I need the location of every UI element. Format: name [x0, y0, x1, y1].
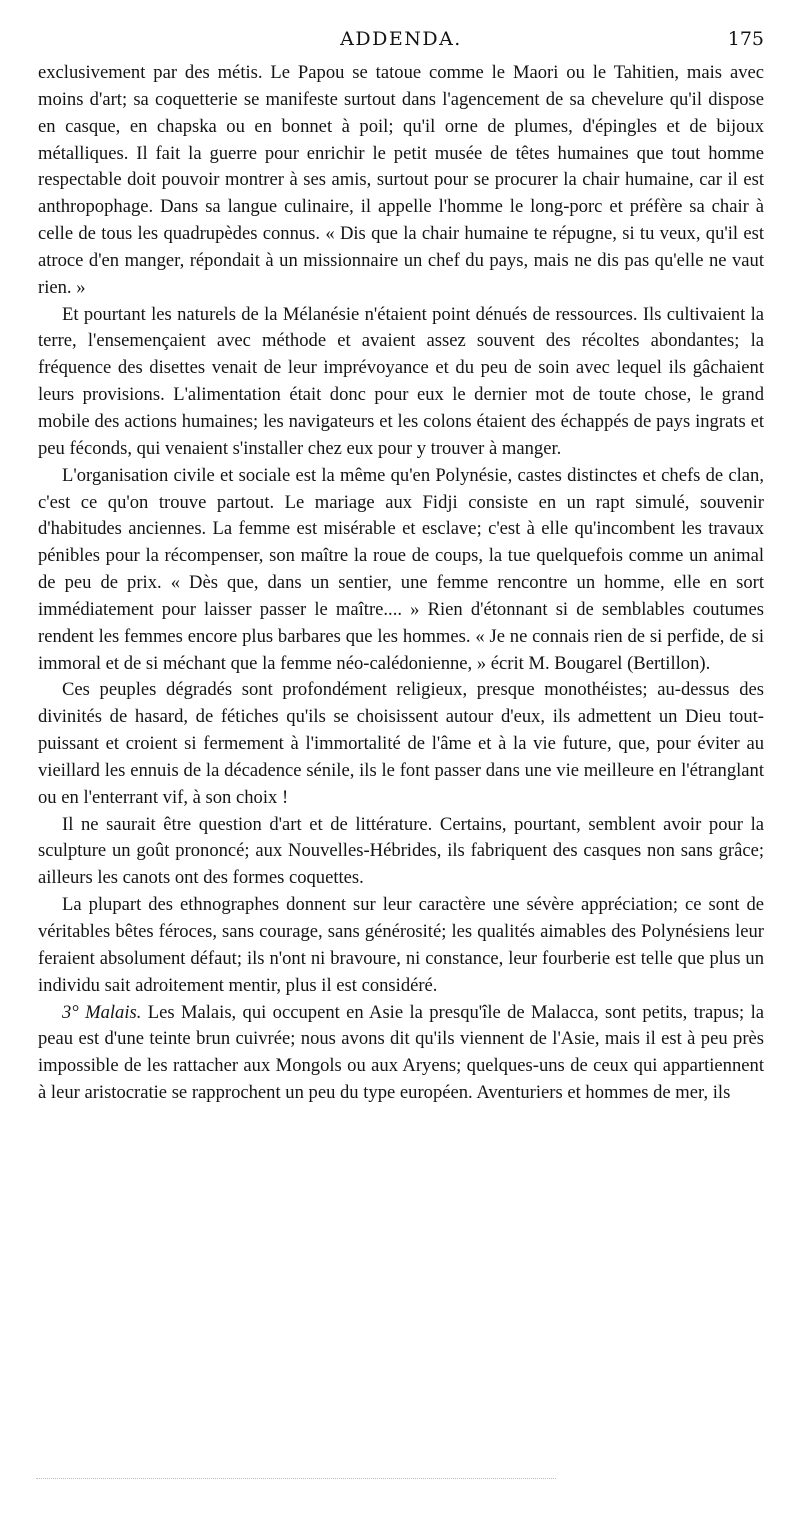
footer-divider [36, 1478, 556, 1479]
paragraph-3: L'organisation civile et sociale est la même qu'en Polynésie, castes distinctes et chefs de clan, c'est ce qu'on trouve partout. Le mariage aux Fidji consiste en un rapt simulé, souvenir d'habitudes anciennes. La femme est misérable et esclave; c'est à elle qu'incombent les travaux pénibles pour la récompenser, son maître la roue de coups, la tue quelquefois comme un animal de peu de prix. « Dès que, dans un sentier, une femme rencontre un homme, elle en sort immédiatement pour laisser passer le maître.... » Rien d'étonnant si de semblables coutumes rendent les femmes encore plus barbares que les hommes. « Je ne connais rien de si perfide, de si immoral et de si méchant que la femme néo-calédonienne, » écrit M. Bougarel (Bertillon). [38, 464, 764, 674]
paragraph-4: Ces peuples dégradés sont profondément religieux, presque monothéistes; au-dessus des divinités de hasard, de fétiches qu'ils se choisissent autour d'eux, ils admettent un Dieu tout-puissant et croient si fermement à l'immortalité de l'âme et à la vie future, que, pour éviter au vieillard les ennuis de la décadence sénile, ils le font passer dans une vie meilleure en l'étranglant ou en l'enterrant vif, à son choix ! [38, 679, 764, 808]
page-header [38, 28, 764, 52]
paragraph-1: exclusivement par des métis. Le Papou se tatoue comme le Maori ou le Tahitien, mais avec moins d'art; sa coquetterie se manifeste surtout dans l'agencement de sa chevelure qu'il dispose en casque, en chapska ou en bonnet à poil; qu'il orne de plumes, d'épingles et de bijoux métalliques. Il fait la guerre pour enrichir le petit musée de têtes humaines que tout homme respectable doit pouvoir montrer à ses amis, surtout pour se procurer la chair humaine, car il est anthropophage. Dans sa langue culinaire, il appelle l'homme le long-porc et préfère sa chair à celle de tous les quadrupèdes connus. « Dis que la chair humaine te répugne, si tu veux, qu'il est atroce d'en manger, répondait à un missionnaire un chef du pays, mais ne dis pas qu'elle ne vaut rien. » [38, 62, 764, 298]
section-label: 3° Malais. [62, 1001, 142, 1023]
page-number: 175 [727, 28, 764, 50]
paragraph-2: Et pourtant les naturels de la Mélanésie n'étaient point dénués de ressources. Ils cultivaient la terre, l'ensemençaient avec méthode et avaient assez souvent des récoltes abondantes; la fréquence des disettes venait de leur imprévoyance et du peu de soin avec lequel ils gâchaient leurs provisions. L'alimentation était donc pour eux le dernier mot de toute chose, le grand mobile des actions humaines; les navigateurs et les colons étaient des échappés de pays ingrats et peu féconds, qui venaient s'installer chez eux pour y trouver à manger. [38, 303, 764, 459]
paragraph-6: La plupart des ethnographes donnent sur leur caractère une sévère appréciation; ce sont de véritables bêtes féroces, sans courage, sans générosité; les qualités aimables des Polynésiens leur feraient absolument défaut; ils n'ont ni bravoure, ni constance, leur fourberie est telle que plus un individu sait adroitement mentir, plus il est considéré. [38, 894, 764, 996]
paragraph-malais [38, 1000, 764, 1107]
running-title: ADDENDA. [340, 28, 462, 50]
paragraph-5: Il ne saurait être question d'art et de littérature. Certains, pourtant, semblent avoir pour la sculpture un goût prononcé; aux Nouvelles-Hébrides, ils fabriquent des casques non sans grâce; ailleurs les canots ont des formes coquettes. [38, 813, 764, 889]
section-text: Les Malais, qui occupent en Asie la presqu'île de Malacca, sont petits, trapus; la peau est d'une teinte brun cuivrée; nous avons dit qu'ils viennent de l'Asie, mais il est à peu près impossible de les rattacher aux Mongols ou aux Aryens; quelques-uns de ceux qui appartiennent à leur aristocratie se rapprochent un peu du type européen. Aventuriers et hommes de mer, ils [38, 1001, 764, 1104]
body-text [38, 60, 764, 1107]
